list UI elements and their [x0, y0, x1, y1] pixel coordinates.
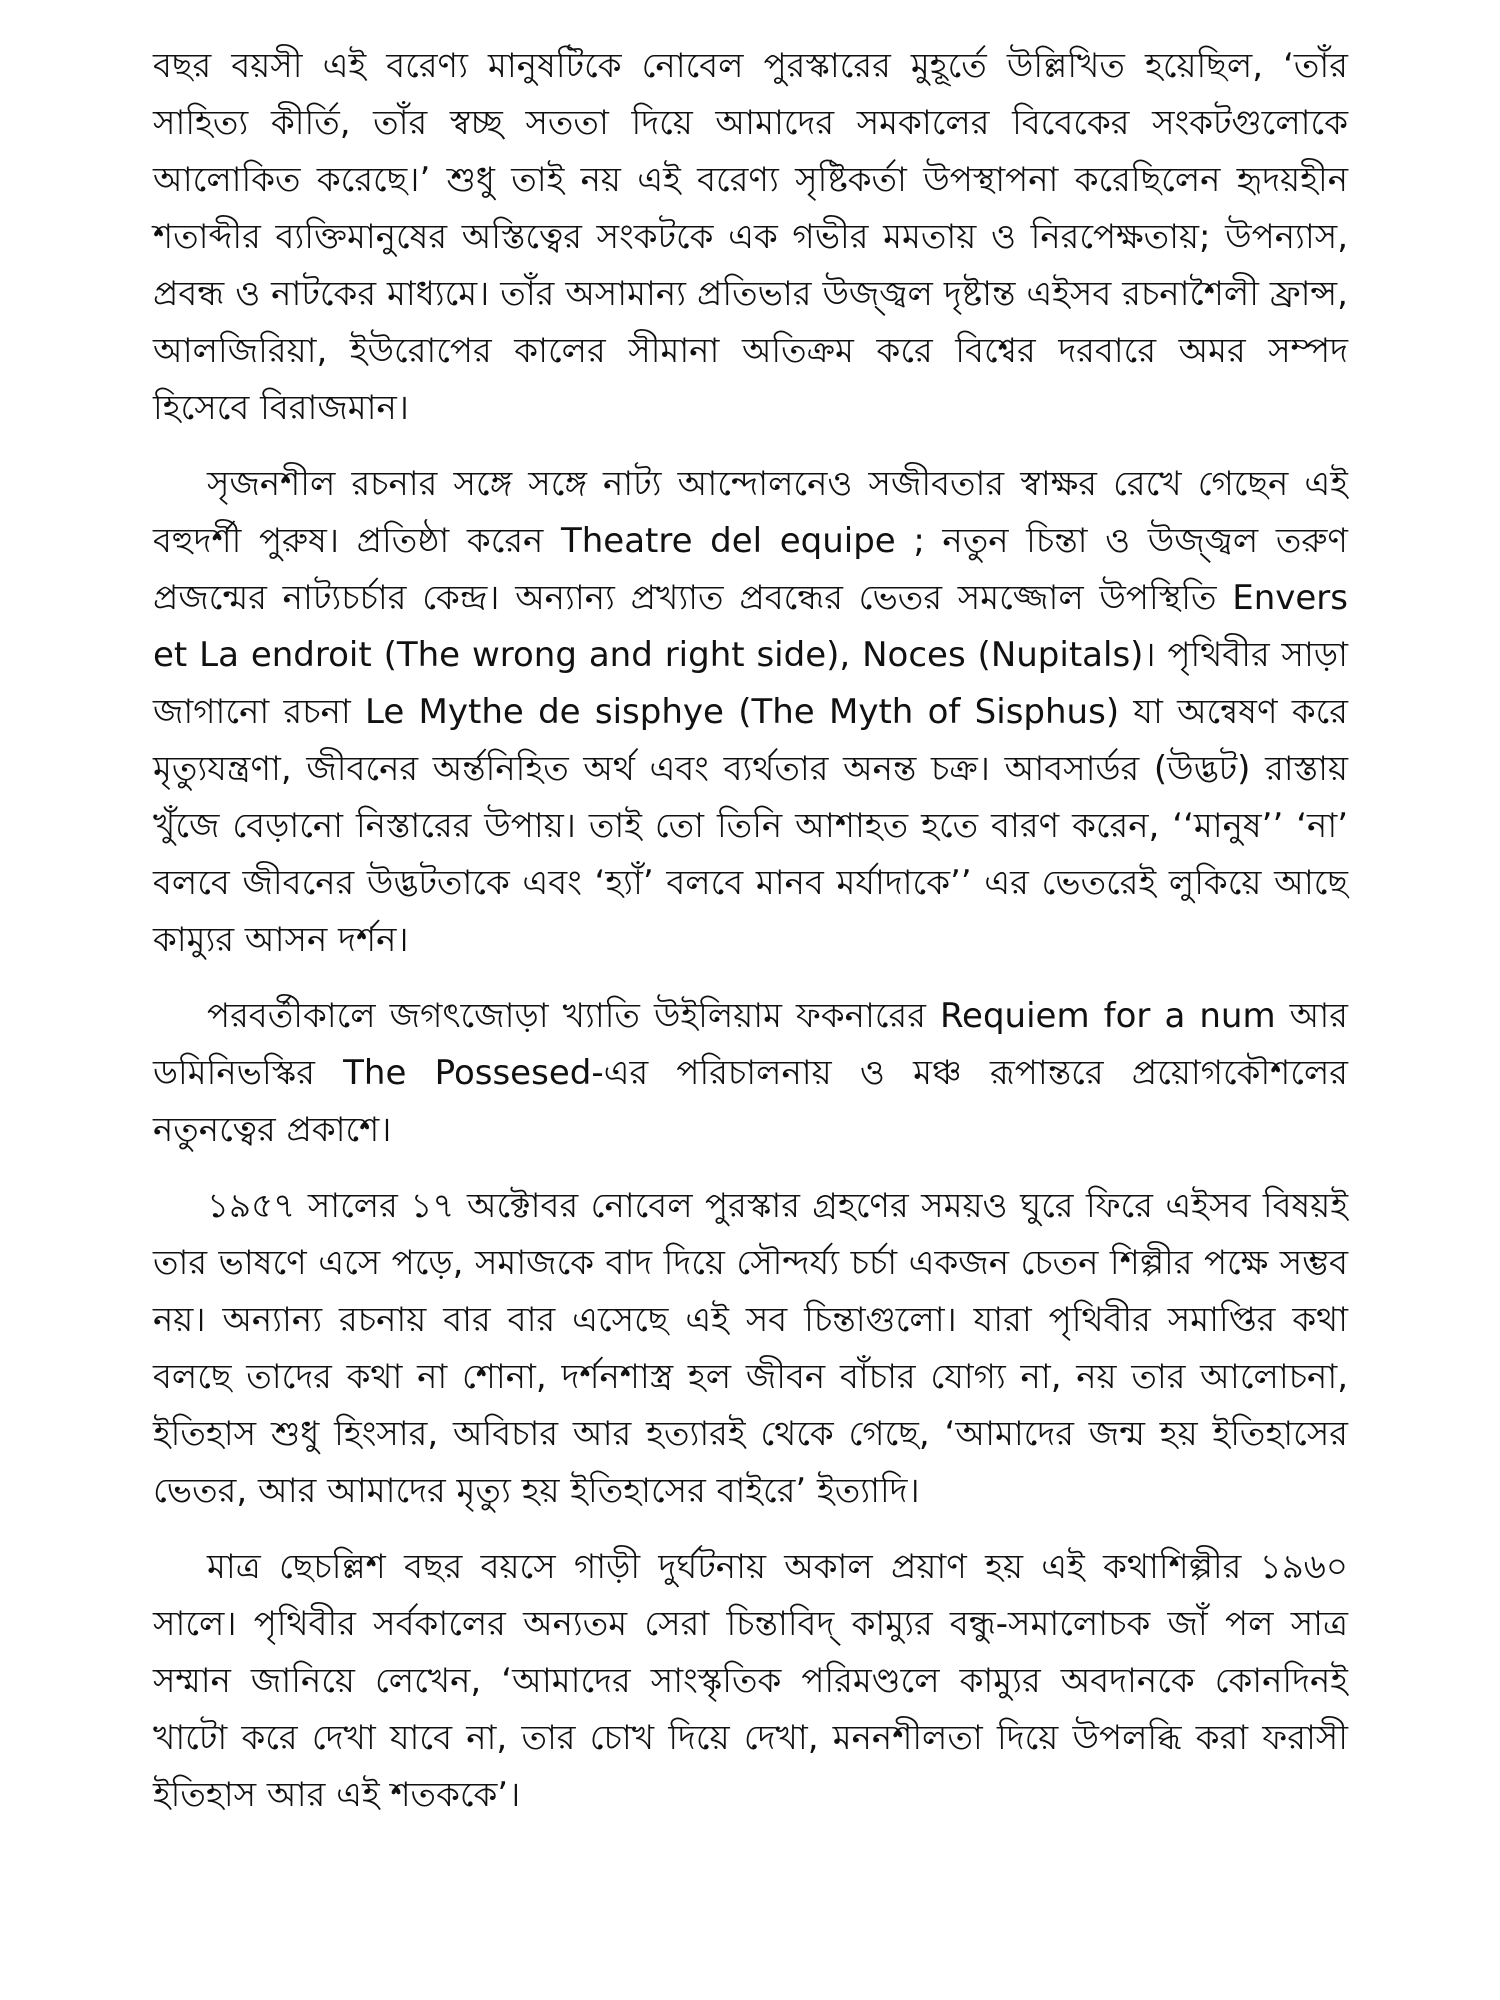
paragraph-5: মাত্র ছেচল্লিশ বছর বয়সে গাড়ী দুর্ঘটনায় অকাল প্রয়াণ হয় এই কথাশিল্পীর ১৯৬০ সালে। পৃথিবীর সর্বকালের অন্যতম সেরা চিন্তাবিদ্ কাম্যুর বন্ধু-সমালোচক জাঁ পল সাত্র সম্মান জানিয়ে লেখেন, ‘আমাদের সাংস্কৃতিক পরিমণ্ডলে কাম্যুর অবদানকে কোনদিনই খাটো করে দেখা যাবে না, তার চোখ দিয়ে দেখা, মননশীলতা দিয়ে উপলব্ধি করা ফরাসী ইতিহাস আর এই শতককে’। — [153, 1547, 1348, 1815]
paragraph-3: পরবর্তীকালে জগৎজোড়া খ্যাতি উইলিয়াম ফকনারের Requiem for a num আর ডমিনিভস্কির The Possesed-এর পরিচালনায় ও মঞ্চ রূপান্তরে প্রয়োগকৌশলের নতুনত্বের প্রকাশে। — [153, 996, 1348, 1150]
page-body-text — [153, 38, 1348, 1824]
paragraph-2: সৃজনশীল রচনার সঙ্গে সঙ্গে নাট্য আন্দোলনেও সজীবতার স্বাক্ষর রেখে গেছেন এই বহুদর্শী পুরুষ। প্রতিষ্ঠা করেন Theatre del equipe ; নতুন চিন্তা ও উজ্জ্বল তরুণ প্রজন্মের নাট্যচর্চার কেন্দ্র। অন্যান্য প্রখ্যাত প্রবন্ধের ভেতর সমজ্জোল উপস্থিতি Envers et La endroit (The wrong and right side), Noces (Nupitals)। পৃথিবীর সাড়া জাগানো রচনা Le Mythe de sisphye (The Myth of Sisphus) যা অন্বেষণ করে মৃত্যুযন্ত্রণা, জীবনের অর্ন্তনিহিত অর্থ এবং ব্যর্থতার অনন্ত চক্র। আবসার্ডর (উদ্ভট) রাস্তায় খুঁজে বেড়ানো নিস্তারের উপায়। তাই তো তিনি আশাহত হতে বারণ করেন, ‘‘মানুষ’’ ‘না’ বলবে জীবনের উদ্ভটতাকে এবং ‘হ্যাঁ’ বলবে মানব মর্যাদাকে’’ এর ভেতরেই লুকিয়ে আছে কাম্যুর আসন দর্শন। — [153, 464, 1348, 960]
paragraph-1: বছর বয়সী এই বরেণ্য মানুষটিকে নোবেল পুরস্কারের মুহূর্তে উল্লিখিত হয়েছিল, ‘তাঁর সাহিত্য কীর্তি, তাঁর স্বচ্ছ সততা দিয়ে আমাদের সমকালের বিবেকের সংকটগুলোকে আলোকিত করেছে।’ শুধু তাই নয় এই বরেণ্য সৃষ্টিকর্তা উপস্থাপনা করেছিলেন হৃদয়হীন শতাব্দীর ব্যক্তিমানুষের অস্তিত্বের সংকটকে এক গভীর মমতায় ও নিরপেক্ষতায়; উপন্যাস, প্রবন্ধ ও নাটকের মাধ্যমে। তাঁর অসামান্য প্রতিভার উজ্জ্বল দৃষ্টান্ত এইসব রচনাশৈলী ফ্রান্স, আলজিরিয়া, ইউরোপের কালের সীমানা অতিক্রম করে বিশ্বের দরবারে অমর সম্পদ হিসেবে বিরাজমান। — [153, 46, 1348, 428]
paragraph-4: ১৯৫৭ সালের ১৭ অক্টোবর নোবেল পুরস্কার গ্রহণের সময়ও ঘুরে ফিরে এইসব বিষয়ই তার ভাষণে এসে পড়ে, সমাজকে বাদ দিয়ে সৌন্দর্য্য চর্চা একজন চেতন শিল্পীর পক্ষে সম্ভব নয়। অন্যান্য রচনায় বার বার এসেছে এই সব চিন্তাগুলো। যারা পৃথিবীর সমাপ্তির কথা বলছে তাদের কথা না শোনা, দর্শনশাস্ত্র হল জীবন বাঁচার যোগ্য না, নয় তার আলোচনা, ইতিহাস শুধু হিংসার, অবিচার আর হত্যারই থেকে গেছে, ‘আমাদের জন্ম হয় ইতিহাসের ভেতর, আর আমাদের মৃত্যু হয় ইতিহাসের বাইরে’ ইত্যাদি। — [153, 1186, 1348, 1511]
